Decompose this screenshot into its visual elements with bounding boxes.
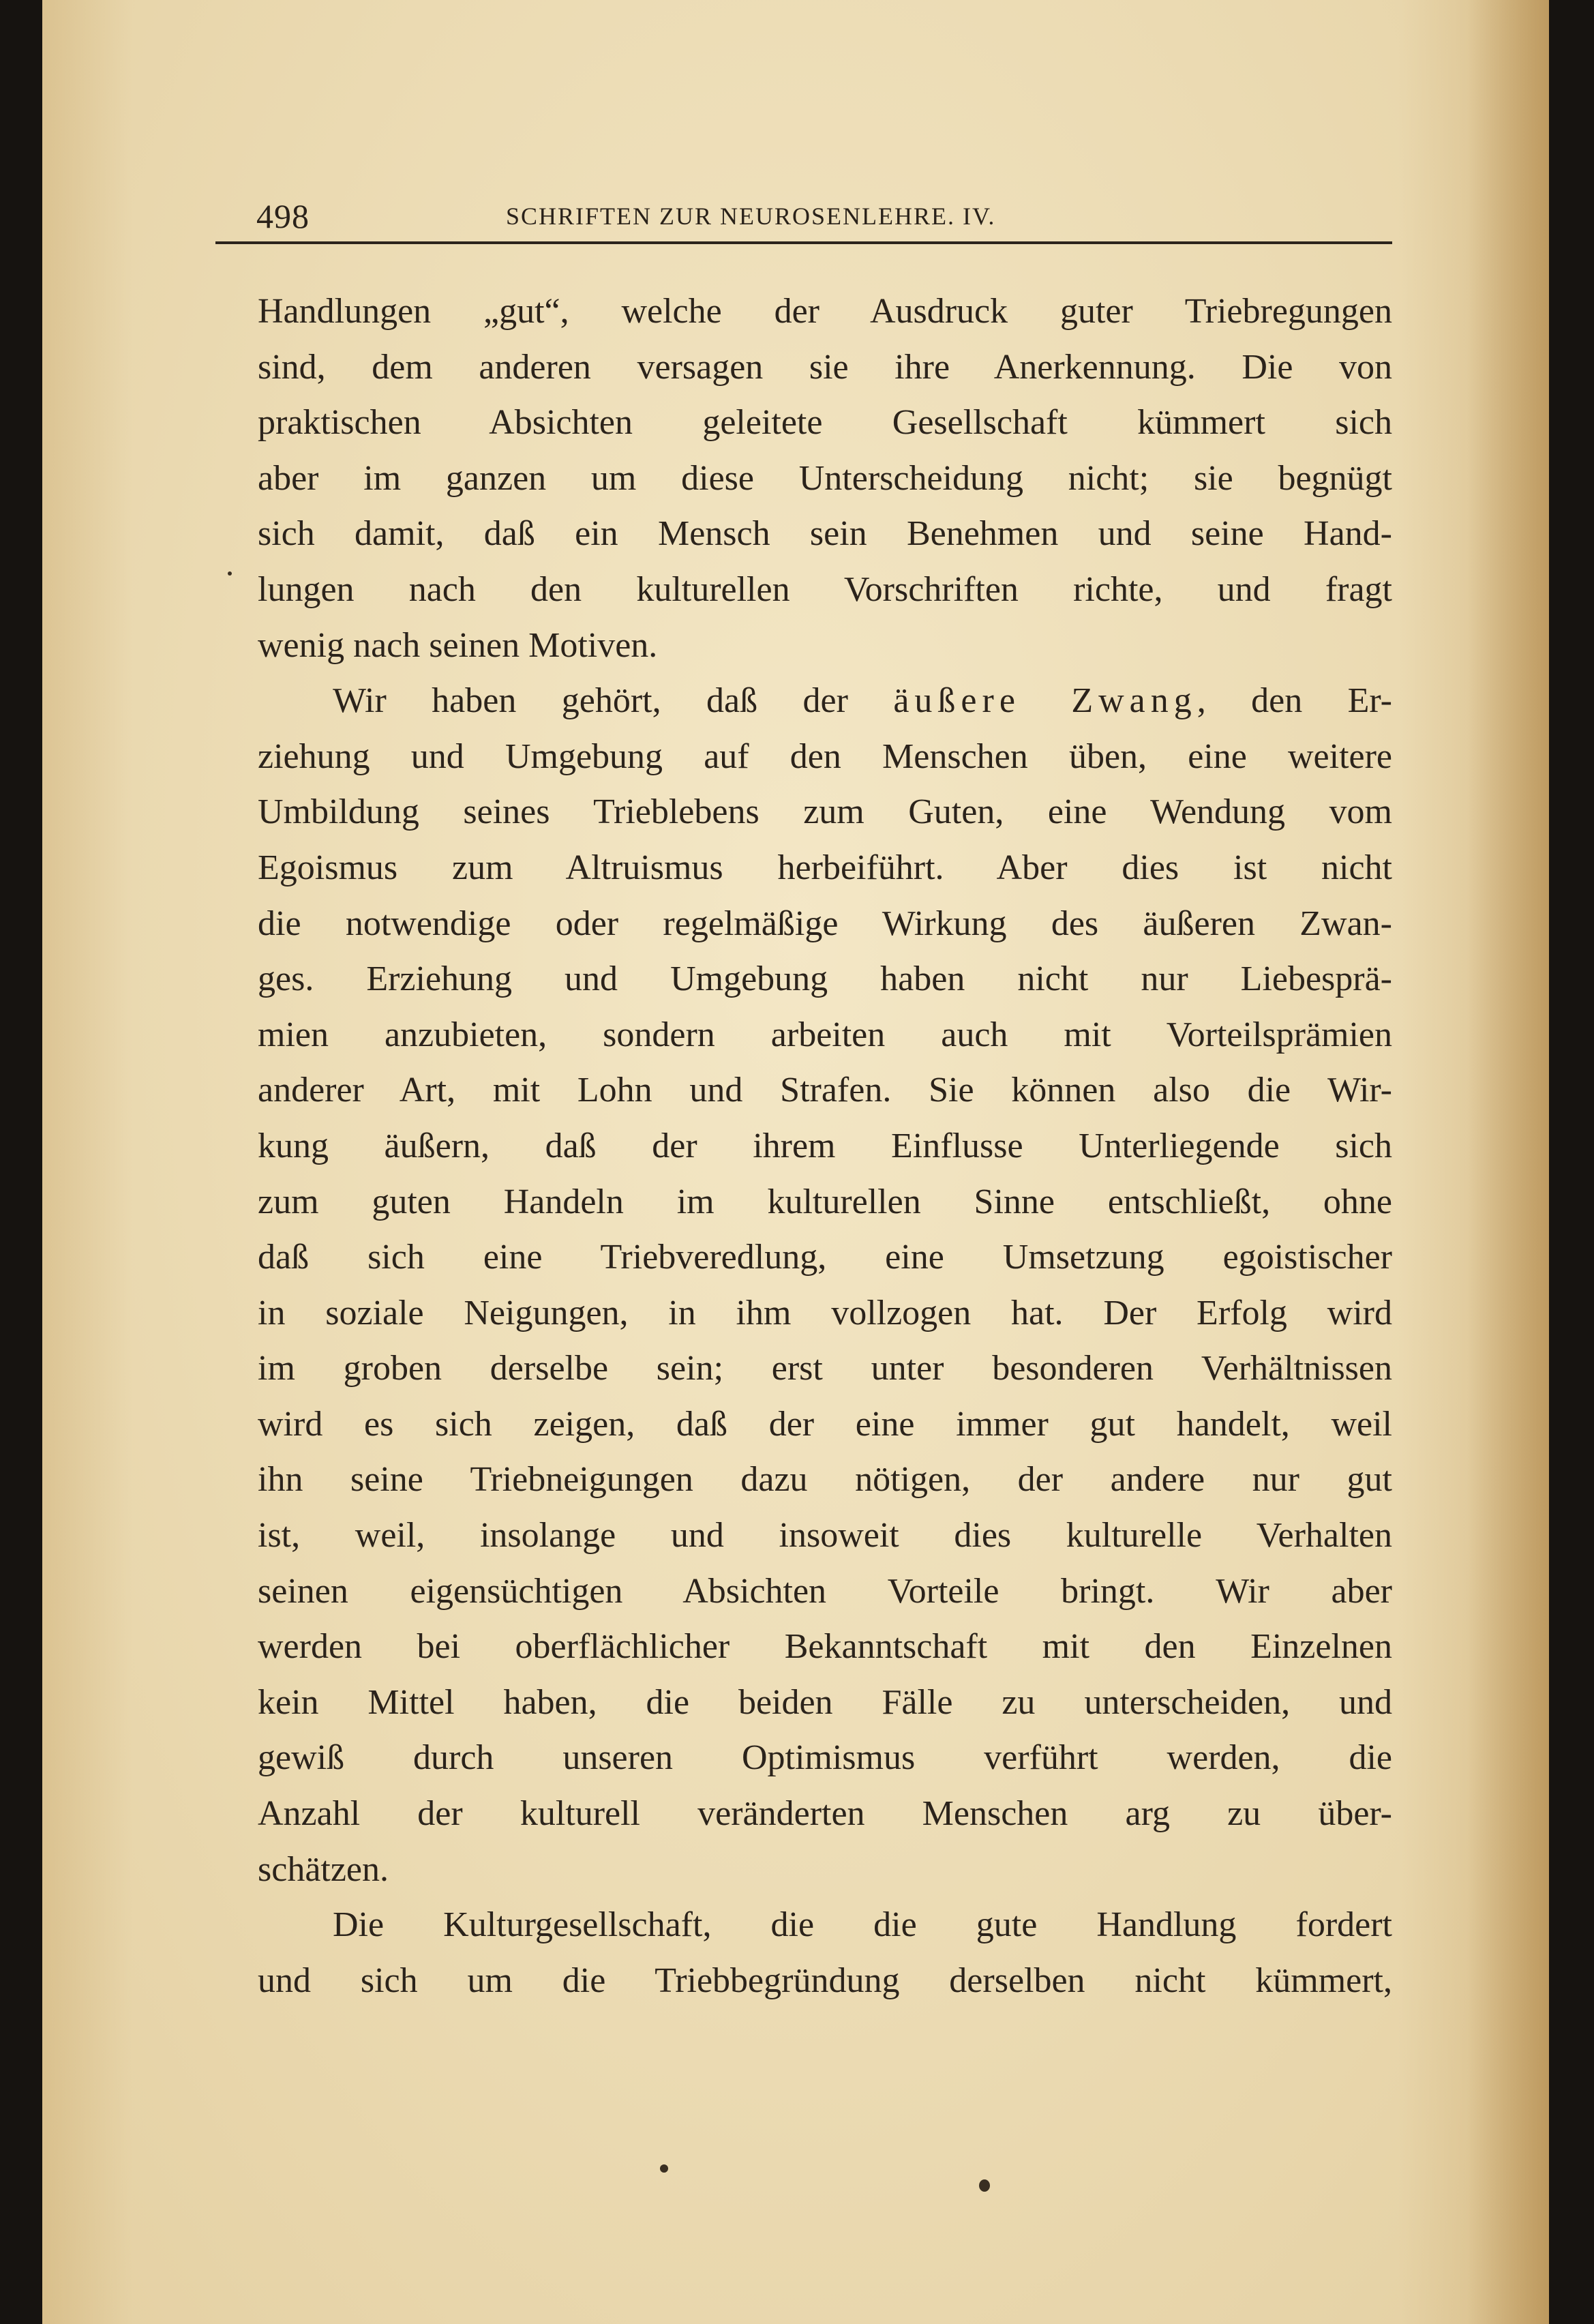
text-line: ist, weil, insolange und insoweit dies kulturelle Verhalten — [258, 1516, 1392, 1555]
ink-speck — [228, 571, 232, 576]
text-line: ges. Erziehung und Umgebung haben nicht nur Liebesprä- — [258, 959, 1392, 999]
text-line: kein Mittel haben, die beiden Fälle zu unterscheiden, und — [258, 1682, 1392, 1722]
running-head-title: SCHRIFTEN ZUR NEUROSENLEHRE. IV. — [506, 203, 996, 230]
text-line: wird es sich zeigen, daß der eine immer gut handelt, weil — [258, 1404, 1392, 1444]
text-line: sich damit, daß ein Mensch sein Benehmen und seine Hand- — [258, 514, 1392, 554]
text-line: Wir haben gehört, daß der äußere Zwang, den Er- — [333, 681, 1392, 721]
text-line: im groben derselbe sein; erst unter besonderen Verhältnissen — [258, 1349, 1392, 1388]
ink-speck — [660, 2164, 668, 2173]
text-line: in soziale Neigungen, in ihm vollzogen hat. Der Erfolg wird — [258, 1293, 1392, 1332]
text-line: kung äußern, daß der ihrem Einflusse Unterliegende sich — [258, 1126, 1392, 1165]
text-line: seinen eigensüchtigen Absichten Vorteile bringt. Wir aber — [258, 1571, 1392, 1611]
text-line: Umbildung seines Trieblebens zum Guten, eine Wendung vom — [258, 792, 1392, 832]
paragraph-3 — [258, 1897, 1392, 2008]
text-line: ziehung und Umgebung auf den Menschen üben, eine weitere — [258, 736, 1392, 776]
text-line: gewiß durch unseren Optimismus verführt werden, die — [258, 1738, 1392, 1778]
page-number: 498 — [256, 197, 310, 235]
body-text — [258, 284, 1392, 2008]
text-line: werden bei oberflächlicher Bekanntschaft mit den Einzelnen — [258, 1627, 1392, 1667]
page-edge-shadow — [1467, 0, 1549, 2324]
text-line: aber im ganzen um diese Unterscheidung nicht; sie begnügt — [258, 458, 1392, 498]
text-line: lungen nach den kulturellen Vorschriften richte, und fragt — [258, 569, 1392, 609]
text-line: schätzen. — [258, 1849, 389, 1889]
text-line: Egoismus zum Altruismus herbeiführt. Aber dies ist nicht — [258, 848, 1392, 887]
text-line: Die Kulturgesellschaft, die die gute Handlung fordert — [333, 1905, 1392, 1945]
paragraph-1 — [258, 284, 1392, 673]
text-line: die notwendige oder regelmäßige Wirkung des äußeren Zwan- — [258, 904, 1392, 943]
text-line: daß sich eine Triebveredlung, eine Umsetzung egoistischer — [258, 1238, 1392, 1277]
text-line: ihn seine Triebneigungen dazu nötigen, der andere nur gut — [258, 1460, 1392, 1500]
text-line: anderer Art, mit Lohn und Strafen. Sie können also die Wir- — [258, 1071, 1392, 1110]
text-line: praktischen Absichten geleitete Gesellschaft kümmert sich — [258, 403, 1392, 443]
text-line: zum guten Handeln im kulturellen Sinne entschließt, ohne — [258, 1182, 1392, 1221]
spaced-emphasis: äußere Zwang — [893, 681, 1197, 721]
running-header — [215, 192, 1392, 244]
text-line: Anzahl der kulturell veränderten Menschen arg zu über- — [258, 1794, 1392, 1834]
text-line: und sich um die Triebbegründung derselben nicht kümmert, — [258, 1961, 1392, 2000]
ink-speck — [979, 2179, 990, 2192]
paragraph-2 — [258, 673, 1392, 1897]
text-line: wenig nach seinen Motiven. — [258, 625, 658, 665]
text-line: sind, dem anderen versagen sie ihre Anerkennung. Die von — [258, 347, 1392, 387]
text-line: Handlungen „gut“, welche der Ausdruck guter Triebregungen — [258, 292, 1392, 331]
text-line: mien anzubieten, sondern arbeiten auch mit Vorteilsprämien — [258, 1015, 1392, 1054]
